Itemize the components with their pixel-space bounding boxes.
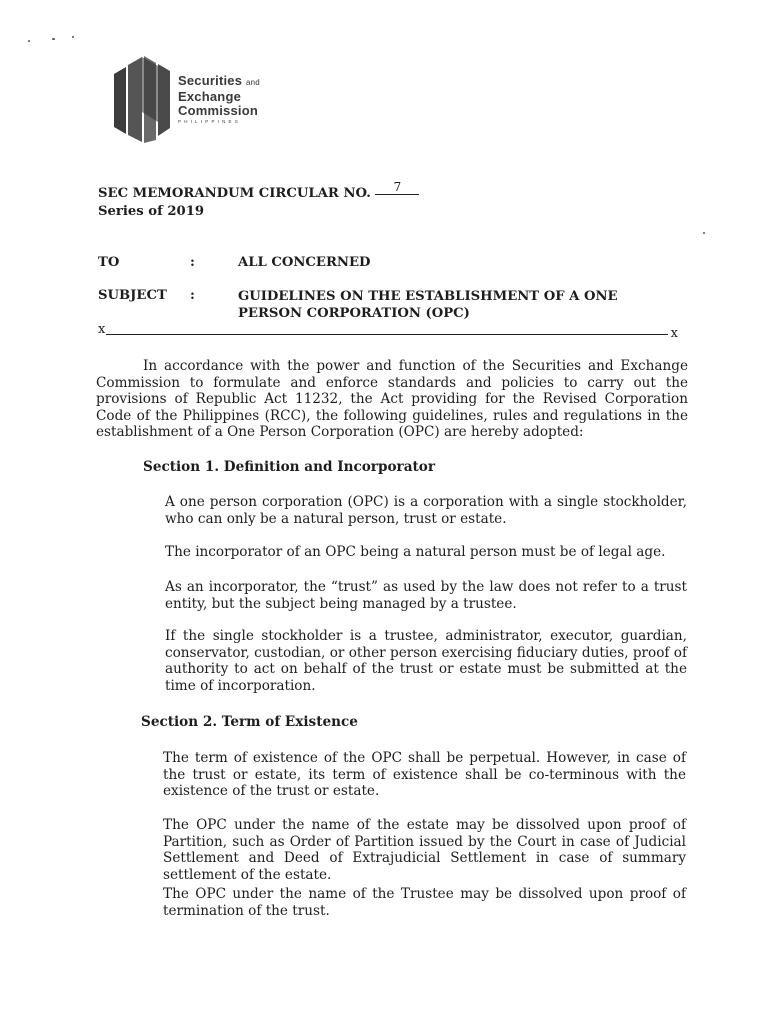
subject-value: GUIDELINES ON THE ESTABLISHMENT OF A ONE PERSON CORPORATION (OPC) [238,289,618,321]
to-label: TO [98,255,120,270]
section-1-paragraph: The incorporator of an OPC being a natural person must be of legal age. [165,544,666,560]
logo-name-exchange: Exchange [178,89,242,104]
sec-logo [112,52,282,144]
divider-rule [106,334,668,335]
divider-left-mark: x [98,322,106,337]
to-colon: : [190,255,195,270]
divider-right-mark: x [670,326,678,341]
logo-name-commission: Commission [178,103,259,118]
memo-title: SEC MEMORANDUM CIRCULAR NO. [98,186,371,201]
logo-country: PHILIPPINES [178,119,241,124]
subject-colon: : [190,288,195,303]
section-1-heading: Section 1. Definition and Incorporator [143,459,436,475]
memo-title-line [98,180,419,201]
scan-speck [28,40,30,42]
section-1-paragraph: A one person corporation (OPC) is a corporation with a single stockholder, who can only be a natural person, trust or estate. [165,494,687,527]
section-2-paragraph: The OPC under the name of the estate may be dissolved upon proof of Partition, such as Order of Partition issued by the Court in case of Judicial Settlement and Deed of Extrajudicial Settlement in case of summary settlement of the estate. [163,817,686,883]
to-value: ALL CONCERNED [238,255,371,270]
section-2-paragraph: The term of existence of the OPC shall be perpetual. However, in case of the trust or estate, its term of existence shall be co-terminous with the existence of the trust or estate. [163,750,686,799]
section-2-heading: Section 2. Term of Existence [141,714,358,730]
logo-name-and: and [245,78,260,87]
memo-series: Series of 2019 [98,204,205,219]
scan-speck [72,36,74,38]
intro-paragraph: In accordance with the power and function of the Securities and Exchange Commission to formulate and enforce standards and policies to carry out the provisions of Republic Act 11232, the Act providing for the Revised Corporation Code of the Philippines (RCC), the following guidelines, rules and regulations in the establishment of a One Person Corporation (OPC) are hereby adopted: [96,358,688,440]
memo-number: 7 [375,180,419,195]
section-2-paragraph: The OPC under the name of the Trustee may be dissolved upon proof of termination of the trust. [163,886,686,919]
header-divider [98,322,678,341]
logo-name-securities: Securities [178,73,243,88]
section-1-paragraph: As an incorporator, the “trust” as used by the law does not refer to a trust entity, but the subject being managed by a trustee. [165,579,687,612]
section-1-paragraph: If the single stockholder is a trustee, administrator, executor, guardian, conservator, custodian, or other person exercising fiduciary duties, proof of authority to act on behalf of the trust or estate must be submitted at the time of incorporation. [165,628,687,694]
scan-speck [703,232,705,234]
subject-label: SUBJECT [98,288,167,303]
scan-speck [52,38,55,40]
sec-emblem-icon [112,52,174,144]
logo-wordmark [178,74,260,126]
